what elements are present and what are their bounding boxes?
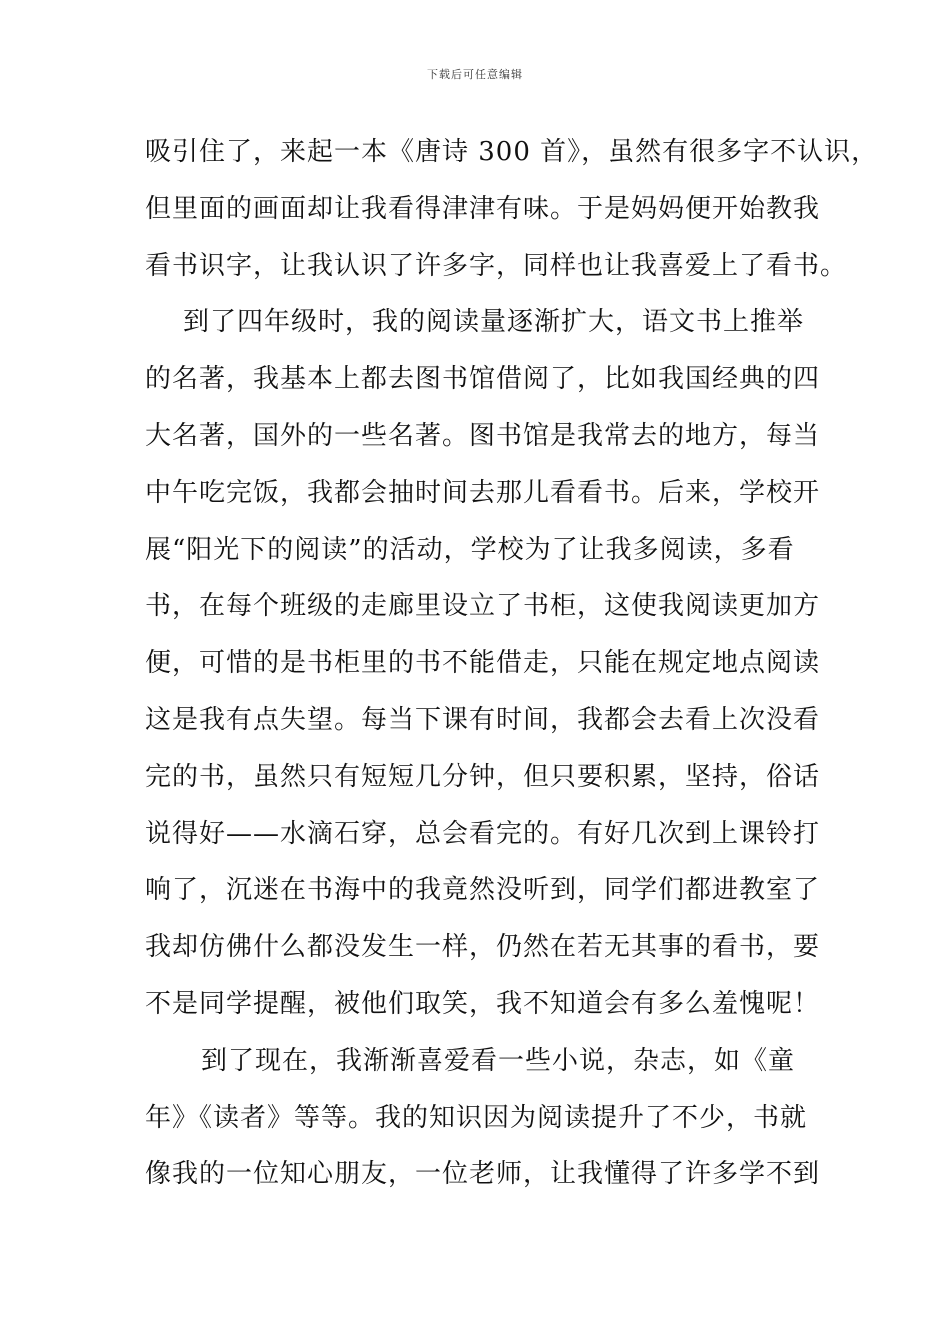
document-body [145, 124, 879, 1203]
text-line: 的名著，我基本上都去图书馆借阅了，比如我国经典的四 [145, 364, 821, 395]
text-line: 看书识字，让我认识了许多字，同样也让我喜爱上了看书。 [145, 250, 848, 281]
paragraph-start-line: 到了四年级时，我的阅读量逐渐扩大，语文书上推举 [183, 307, 805, 338]
page-header-note: 下载后可任意编辑 [427, 68, 523, 81]
text-line: 像我的一位知心朋友，一位老师，让我懂得了许多学不到 [145, 1159, 821, 1190]
text-line: 完的书，虽然只有短短几分钟，但只要积累，坚持，俗话 [145, 761, 821, 792]
text-line: 这是我有点失望。每当下课有时间，我都会去看上次没看 [145, 704, 821, 735]
text-line: 我却仿佛什么都没发生一样，仍然在若无其事的看书，要 [145, 932, 821, 963]
text-line: 便，可惜的是书柜里的书不能借走，只能在规定地点阅读 [145, 648, 821, 679]
paragraph-start-line: 到了现在，我渐渐喜爱看一些小说，杂志，如《童 [201, 1045, 796, 1076]
text-line: 说得好——水滴石穿，总会看完的。有好几次到上课铃打 [145, 818, 821, 849]
text-line: 响了，沉迷在书海中的我竟然没听到，同学们都进教室了 [145, 875, 821, 906]
text-line: 不是同学提醒，被他们取笑，我不知道会有多么羞愧呢！ [145, 988, 821, 1019]
text-line: 中午吃完饭，我都会抽时间去那儿看看书。后来，学校开 [145, 477, 821, 508]
text-line: 书，在每个班级的走廊里设立了书柜，这使我阅读更加方 [145, 591, 821, 622]
text-line: 展“阳光下的阅读”的活动，学校为了让我多阅读，多看 [145, 534, 795, 565]
text-line: 但里面的画面却让我看得津津有味。于是妈妈便开始教我 [145, 193, 821, 224]
text-line: 吸引住了，来起一本《唐诗 300 首》，虽然有很多字不认识， [145, 137, 879, 167]
text-line: 年》《读者》等等。我的知识因为阅读提升了不少，书就 [145, 1102, 808, 1133]
text-line: 大名著，国外的一些名著。图书馆是我常去的地方，每当 [145, 420, 821, 451]
